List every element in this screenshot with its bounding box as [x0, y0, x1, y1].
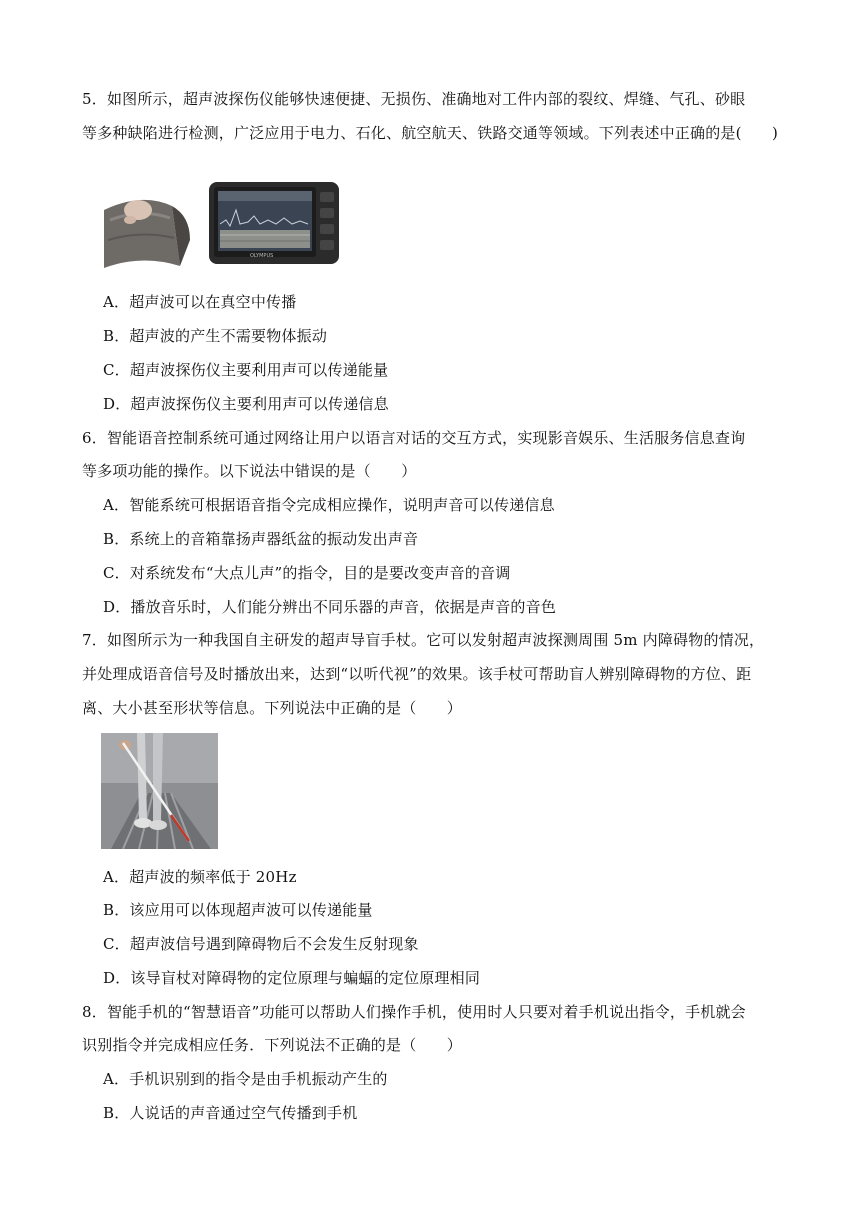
- q8-stem-line1: 8．智能手机的“智慧语音”功能可以帮助人们操作手机，使用时人只要对着手机说出指令，手机就会: [82, 1003, 746, 1021]
- q5-option-b: B．超声波的产生不需要物体振动: [103, 327, 328, 345]
- ultrasonic-flaw-detector-image: [102, 180, 342, 272]
- q7-stem-line1: 7．如图所示为一种我国自主研发的超声导盲手杖。它可以发射超声波探测周围 5m 内障碍物的情况，: [82, 631, 765, 649]
- device-brand-label: OLYMPUS: [250, 253, 274, 259]
- q7-option-c: C．超声波信号遇到障碍物后不会发生反射现象: [103, 935, 419, 953]
- q6-stem-line2: 等多项功能的操作。以下说法中错误的是（ ）: [82, 462, 417, 480]
- q6-option-d: D．播放音乐时，人们能分辨出不同乐器的声音，依据是声音的音色: [103, 598, 557, 616]
- q7-option-a: A．超声波的频率低于 20Hz: [103, 868, 297, 886]
- q5-stem-line2: 等多种缺陷进行检测，广泛应用于电力、石化、航空航天、铁路交通等领域。下列表述中正确的是( ): [82, 124, 779, 142]
- q5-option-d: D．超声波探伤仪主要利用声可以传递信息: [103, 395, 389, 413]
- q6-stem-line1: 6．智能语音控制系统可通过网络让用户以语言对话的交互方式，实现影音娱乐、生活服务信息查询: [82, 429, 746, 447]
- ultrasonic-cane-image: [101, 733, 218, 849]
- q7-option-d: D．该导盲杖对障碍物的定位原理与蝙蝠的定位原理相同: [103, 969, 481, 987]
- q7-stem-line2: 并处理成语音信号及时播放出来，达到“以听代视”的效果。该手杖可帮助盲人辨别障碍物的方位、距: [82, 665, 752, 683]
- q5-stem-line1: 5．如图所示，超声波探伤仪能够快速便捷、无损伤、准确地对工件内部的裂纹、焊缝、气孔、砂眼: [82, 90, 746, 108]
- q8-stem-line2: 识别指令并完成相应任务．下列说法不正确的是（ ）: [82, 1036, 463, 1054]
- q7-stem-line3: 离、大小甚至形状等信息。下列说法中正确的是（ ）: [82, 699, 463, 717]
- q5-option-c: C．超声波探伤仪主要利用声可以传递能量: [103, 361, 389, 379]
- q6-option-b: B．系统上的音箱靠扬声器纸盆的振动发出声音: [103, 530, 419, 548]
- q8-option-b: B．人说话的声音通过空气传播到手机: [103, 1104, 358, 1122]
- q7-option-b: B．该应用可以体现超声波可以传递能量: [103, 901, 373, 919]
- q8-option-a: A．手机识别到的指令是由手机振动产生的: [103, 1070, 388, 1088]
- q6-option-c: C．对系统发布“大点儿声”的指令，目的是要改变声音的音调: [103, 564, 511, 582]
- q5-option-a: A．超声波可以在真空中传播: [103, 293, 297, 311]
- q6-option-a: A．智能系统可根据语音指令完成相应操作，说明声音可以传递信息: [103, 496, 555, 514]
